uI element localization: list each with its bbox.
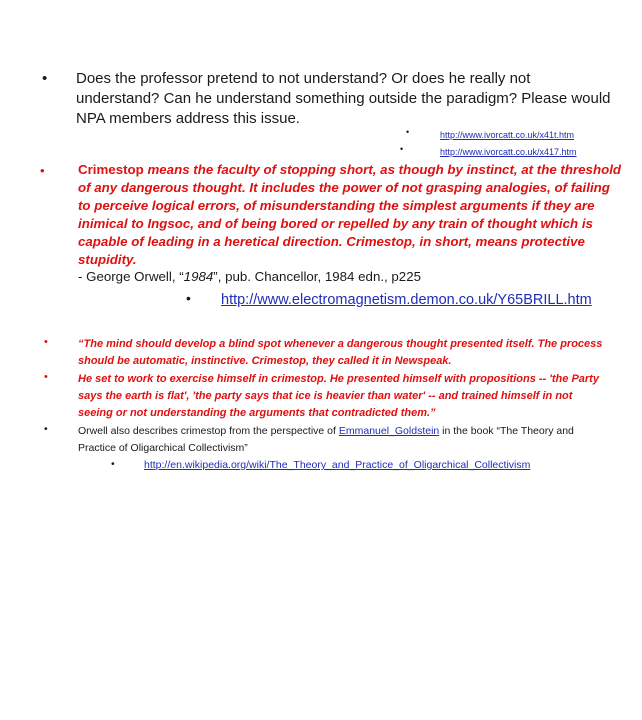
quote-blind-spot: “The mind should develop a blind spot whenever a dangerous thought presented itself. The process should be automatic, instinctive. Crimestop, they called it in Newspeak. [78, 338, 603, 367]
quote-exercise-crimestop: He set to work to exercise himself in crimestop. He presented himself with propositions -- 'the Party says the earth is flat', 'the party says that ice is heavier than water' -- and trained himself in not seeing or not understanding the arguments that contradicted them.” [78, 373, 599, 419]
goldstein-suffix: in the book “The Theory and Practice of Oligarchical Collectivism” [78, 425, 574, 454]
citation-suffix: ”, pub. Chancellor, 1984 edn., p225 [213, 269, 421, 284]
goldstein-paragraph [78, 423, 613, 457]
link-ivorcatt-x41t[interactable]: http://www.ivorcatt.co.uk/x41t.htm [440, 130, 575, 140]
bullet-icon: • [400, 144, 404, 154]
bullet-icon: • [186, 290, 191, 306]
crimestop-body: means the faculty of stopping short, as though by instinct, at the threshold of any dangerous thought. It includes the power of not grasping analogies, of failing to perceive logical errors, of misunderstanding the simplest arguments if they are inimical to Ingsoc, and of being bored or repelled by any train of thought which is capable of leading in a heretical direction. Crimestop, in short, means protective stupidity. [78, 162, 622, 267]
link-wikipedia-oligarchical-collectivism[interactable]: http://en.wikipedia.org/wiki/The_Theory_and_Practice_of_Oligarchical_Collectivism [144, 459, 531, 471]
link-electromagnetism-y65brill[interactable]: http://www.electromagnetism.demon.co.uk/Y65BRILL.htm [221, 292, 592, 308]
citation-prefix: - George Orwell, “ [78, 269, 184, 284]
bullet-icon: • [40, 163, 45, 178]
citation-title: 1984 [183, 269, 214, 284]
bullet-icon: • [44, 371, 48, 383]
bullet-icon: • [44, 336, 48, 348]
crimestop-term: Crimestop [78, 162, 144, 177]
link-emmanuel-goldstein[interactable]: Emmanuel_Goldstein [338, 425, 440, 437]
bullet-icon: • [44, 423, 48, 435]
orwell-citation [78, 268, 421, 286]
crimestop-definition [78, 161, 623, 269]
bullet-icon: • [111, 458, 115, 470]
link-ivorcatt-x417[interactable]: http://www.ivorcatt.co.uk/x417.htm [440, 147, 577, 157]
question-paragraph: Does the professor pretend to not understand? Or does he really not understand? Can he understand something outside the paradigm? Please would NPA members address this issue. [76, 70, 611, 127]
goldstein-prefix: Orwell also describes crimestop from the perspective of [78, 425, 339, 437]
bullet-icon: • [42, 70, 48, 87]
bullet-icon: • [406, 127, 410, 137]
